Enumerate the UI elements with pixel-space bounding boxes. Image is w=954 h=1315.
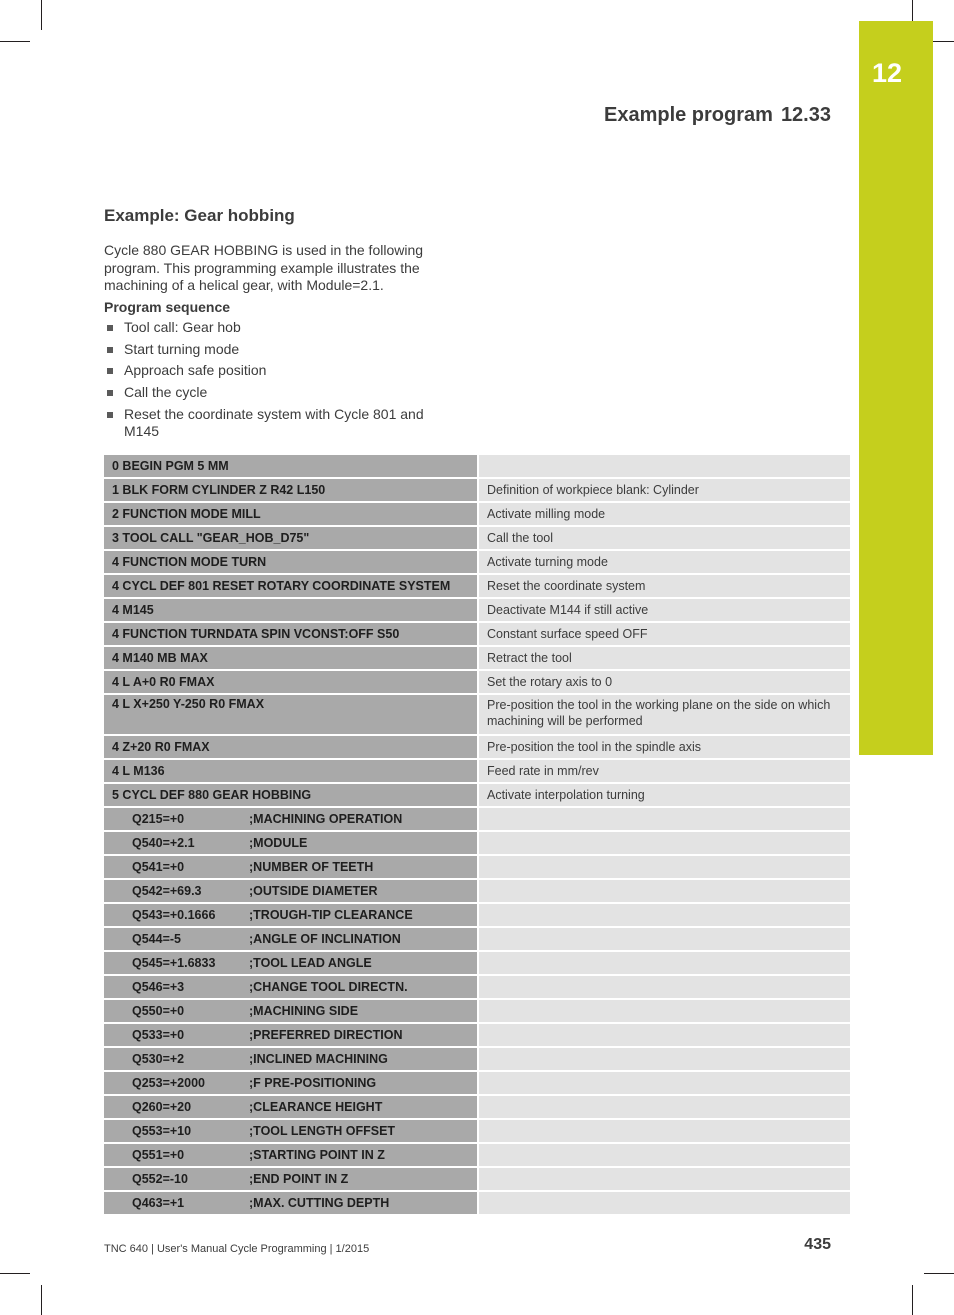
- param-value: Q552=-10: [132, 1172, 188, 1186]
- table-row: [104, 502, 850, 526]
- desc-cell: [478, 879, 850, 903]
- sequence-title: Program sequence: [104, 299, 231, 315]
- desc-cell: [478, 831, 850, 855]
- param-row: [104, 831, 850, 855]
- code-cell: 2 FUNCTION MODE MILL: [104, 502, 478, 526]
- desc-cell: Pre-position the tool in the working plane on the side on which machining will be performed: [478, 694, 850, 735]
- param-cell: [104, 855, 478, 879]
- param-row: [104, 1047, 850, 1071]
- crop-mark: [0, 41, 30, 42]
- desc-cell: [478, 927, 850, 951]
- code-cell: 4 FUNCTION MODE TURN: [104, 550, 478, 574]
- code-cell: 4 L X+250 Y-250 R0 FMAX: [104, 694, 478, 735]
- param-comment: ;TOOL LEAD ANGLE: [249, 956, 372, 970]
- bullet-square-icon: [107, 325, 113, 331]
- list-item: Tool call: Gear hob: [104, 319, 454, 336]
- table-row: [104, 759, 850, 783]
- param-comment: ;OUTSIDE DIAMETER: [249, 884, 378, 898]
- param-row: [104, 975, 850, 999]
- param-cell: [104, 1143, 478, 1167]
- code-cell: 4 M140 MB MAX: [104, 646, 478, 670]
- param-comment: ;MODULE: [249, 836, 308, 850]
- param-row: [104, 951, 850, 975]
- desc-cell: Activate interpolation turning: [478, 783, 850, 807]
- param-value: Q215=+0: [132, 812, 185, 826]
- param-row: [104, 1071, 850, 1095]
- crop-mark: [924, 1273, 954, 1274]
- footer-text: TNC 640 | User's Manual Cycle Programming | 1/2015: [104, 1243, 370, 1255]
- desc-cell: [478, 1191, 850, 1215]
- program-table: [104, 455, 850, 1216]
- param-cell: [104, 807, 478, 831]
- param-row: [104, 879, 850, 903]
- code-cell: 3 TOOL CALL "GEAR_HOB_D75": [104, 526, 478, 550]
- table-row: [104, 694, 850, 735]
- table-row: [104, 455, 850, 478]
- param-comment: ;CLEARANCE HEIGHT: [249, 1100, 383, 1114]
- code-cell: 4 CYCL DEF 801 RESET ROTARY COORDINATE SYSTEM: [104, 574, 478, 598]
- desc-cell: Activate milling mode: [478, 502, 850, 526]
- param-value: Q551=+0: [132, 1148, 185, 1162]
- code-cell: 4 FUNCTION TURNDATA SPIN VCONST:OFF S50: [104, 622, 478, 646]
- chapter-number: 12: [871, 58, 903, 88]
- table-row: [104, 783, 850, 807]
- table-row: [104, 526, 850, 550]
- param-value: Q553=+10: [132, 1124, 192, 1138]
- desc-cell: Feed rate in mm/rev: [478, 759, 850, 783]
- param-row: [104, 1023, 850, 1047]
- param-value: Q463=+1: [132, 1196, 185, 1210]
- param-row: [104, 1095, 850, 1119]
- section-title: [604, 104, 831, 127]
- desc-cell: [478, 1167, 850, 1191]
- section-title-text: Example program: [603, 104, 773, 126]
- param-row: [104, 1119, 850, 1143]
- table-row: [104, 622, 850, 646]
- sequence-list: [104, 319, 454, 444]
- param-cell: [104, 951, 478, 975]
- desc-cell: [478, 1023, 850, 1047]
- param-cell: [104, 1119, 478, 1143]
- param-value: Q530=+2: [132, 1052, 185, 1066]
- code-cell: 4 Z+20 R0 FMAX: [104, 735, 478, 759]
- param-row: [104, 855, 850, 879]
- code-cell: 1 BLK FORM CYLINDER Z R42 L150: [104, 478, 478, 502]
- param-cell: [104, 1191, 478, 1215]
- param-comment: ;INCLINED MACHINING: [249, 1052, 388, 1066]
- param-cell: [104, 1071, 478, 1095]
- table-row: [104, 598, 850, 622]
- param-comment: ;STARTING POINT IN Z: [249, 1148, 385, 1162]
- param-value: Q543=+0.1666: [132, 908, 216, 922]
- table-row: [104, 478, 850, 502]
- code-cell: 4 L A+0 R0 FMAX: [104, 670, 478, 694]
- list-item: Approach safe position: [104, 362, 454, 379]
- crop-mark: [0, 1273, 30, 1274]
- list-item: Reset the coordinate system with Cycle 801 and M145: [104, 406, 454, 440]
- param-cell: [104, 927, 478, 951]
- param-value: Q544=-5: [132, 932, 181, 946]
- crop-mark: [912, 1285, 913, 1315]
- desc-cell: Definition of workpiece blank: Cylinder: [478, 478, 850, 502]
- param-cell: [104, 831, 478, 855]
- desc-cell: Set the rotary axis to 0: [478, 670, 850, 694]
- desc-cell: Pre-position the tool in the spindle axis: [478, 735, 850, 759]
- param-cell: [104, 1167, 478, 1191]
- desc-cell: [478, 903, 850, 927]
- param-comment: ;ANGLE OF INCLINATION: [249, 932, 401, 946]
- param-comment: ;END POINT IN Z: [249, 1172, 349, 1186]
- param-row: [104, 807, 850, 831]
- param-cell: [104, 975, 478, 999]
- param-cell: [104, 999, 478, 1023]
- param-comment: ;MACHINING OPERATION: [249, 812, 403, 826]
- param-comment: ;TOOL LENGTH OFFSET: [249, 1124, 396, 1138]
- desc-cell: [478, 951, 850, 975]
- code-cell: 0 BEGIN PGM 5 MM: [104, 455, 478, 478]
- param-value: Q533=+0: [132, 1028, 185, 1042]
- param-value: Q546=+3: [132, 980, 185, 994]
- bullet-square-icon: [107, 368, 113, 374]
- param-cell: [104, 1047, 478, 1071]
- table-row: [104, 646, 850, 670]
- desc-cell: [478, 1071, 850, 1095]
- list-item: Start turning mode: [104, 341, 454, 358]
- desc-cell: Call the tool: [478, 526, 850, 550]
- bullet-square-icon: [107, 347, 113, 353]
- desc-cell: [478, 1143, 850, 1167]
- desc-cell: [478, 807, 850, 831]
- param-row: [104, 1143, 850, 1167]
- crop-mark: [41, 1285, 42, 1315]
- param-row: [104, 927, 850, 951]
- param-cell: [104, 1023, 478, 1047]
- table-row: [104, 735, 850, 759]
- desc-cell: [478, 455, 850, 478]
- param-value: Q545=+1.6833: [132, 956, 216, 970]
- param-row: [104, 903, 850, 927]
- page-number: 435: [804, 1236, 831, 1253]
- param-row: [104, 999, 850, 1023]
- param-comment: ;F PRE-POSITIONING: [249, 1076, 377, 1090]
- param-cell: [104, 879, 478, 903]
- code-cell: 4 L M136: [104, 759, 478, 783]
- desc-cell: Constant surface speed OFF: [478, 622, 850, 646]
- param-cell: [104, 903, 478, 927]
- code-cell: 4 M145: [104, 598, 478, 622]
- table-row: [104, 670, 850, 694]
- param-value: Q540=+2.1: [132, 836, 195, 850]
- param-cell: [104, 1095, 478, 1119]
- param-value: Q253=+2000: [132, 1076, 205, 1090]
- code-cell: 5 CYCL DEF 880 GEAR HOBBING: [104, 783, 478, 807]
- crop-mark: [41, 0, 42, 30]
- table-row: [104, 574, 850, 598]
- param-value: Q541=+0: [132, 860, 185, 874]
- section-number: 12.33: [780, 104, 831, 126]
- param-value: Q260=+20: [132, 1100, 192, 1114]
- bullet-square-icon: [107, 412, 113, 418]
- table-row: [104, 550, 850, 574]
- desc-cell: Activate turning mode: [478, 550, 850, 574]
- chapter-tab: [859, 21, 933, 755]
- desc-cell: [478, 1047, 850, 1071]
- desc-cell: [478, 999, 850, 1023]
- list-item: Call the cycle: [104, 384, 454, 401]
- desc-cell: Reset the coordinate system: [478, 574, 850, 598]
- desc-cell: Retract the tool: [478, 646, 850, 670]
- desc-cell: [478, 855, 850, 879]
- bullet-square-icon: [107, 390, 113, 396]
- param-row: [104, 1167, 850, 1191]
- param-comment: ;MAX. CUTTING DEPTH: [249, 1196, 390, 1210]
- param-value: Q542=+69.3: [132, 884, 202, 898]
- desc-cell: [478, 1095, 850, 1119]
- param-comment: ;CHANGE TOOL DIRECTN.: [249, 980, 408, 994]
- param-row: [104, 1191, 850, 1215]
- param-comment: ;NUMBER OF TEETH: [249, 860, 374, 874]
- param-comment: ;MACHINING SIDE: [249, 1004, 359, 1018]
- intro-paragraph: Cycle 880 GEAR HOBBING is used in the following program. This programming example illustrates the machining of a helical gear, with Module=2.1.: [104, 242, 424, 293]
- desc-cell: [478, 1119, 850, 1143]
- param-comment: ;TROUGH-TIP CLEARANCE: [249, 908, 413, 922]
- desc-cell: Deactivate M144 if still active: [478, 598, 850, 622]
- param-value: Q550=+0: [132, 1004, 185, 1018]
- page-heading: Example: Gear hobbing: [104, 206, 295, 225]
- desc-cell: [478, 975, 850, 999]
- param-comment: ;PREFERRED DIRECTION: [249, 1028, 403, 1042]
